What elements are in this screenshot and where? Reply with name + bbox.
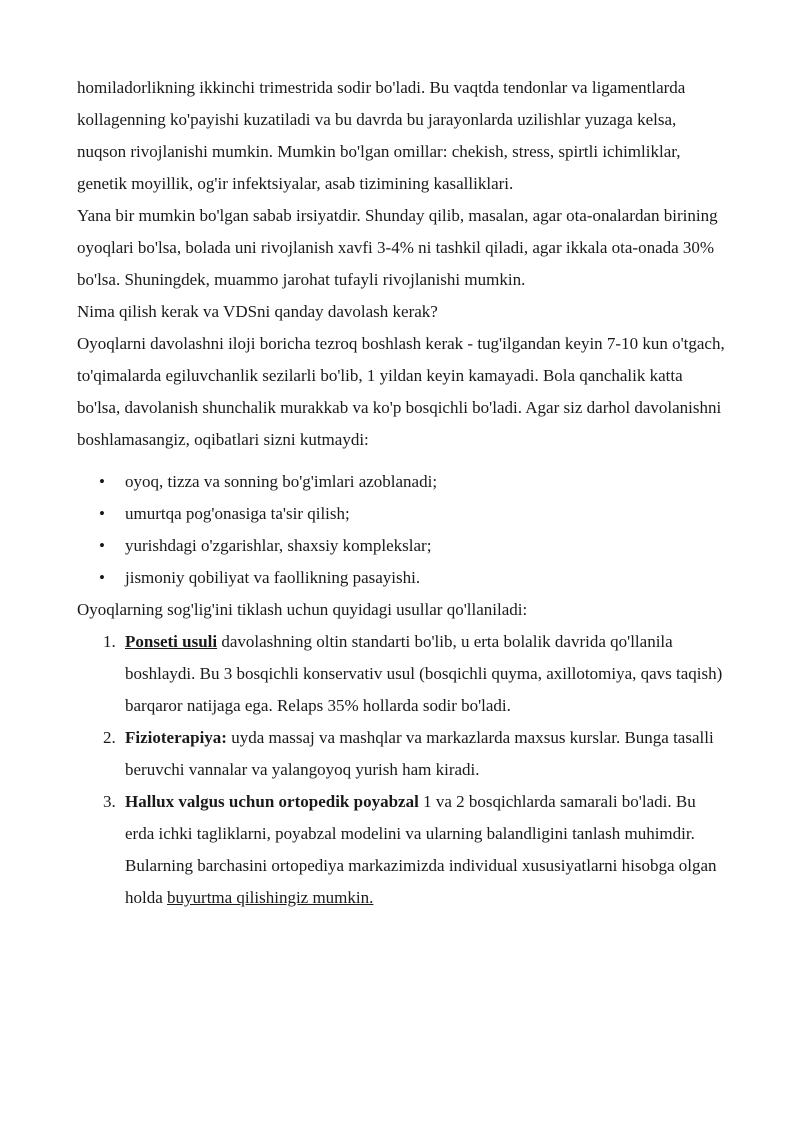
methods-list <box>77 626 727 914</box>
bullet-icon: • <box>99 504 105 523</box>
paragraph-methods-intro: Oyoqlarning sog'lig'ini tiklash uchun quyidagi usullar qo'llaniladi: <box>77 600 528 619</box>
method-description: davolashning oltin standarti bo'lib, u erta bolalik davrida qo'llanila boshlaydi. Bu 3 bosqichli konservativ usul (bosqichli quyma, axillotomiya, qavs taqish) barqaror natijaga ega. Relaps 35% hollarda sodir bo'ladi. <box>125 632 723 715</box>
bullet-icon: • <box>99 568 105 587</box>
method-title: Fizioterapiya: <box>125 728 227 747</box>
paragraph-trimester: homiladorlikning ikkinchi trimestrida sodir bo'ladi. Bu vaqtda tendonlar va ligamentlarda kollagenning ko'payishi kuzatiladi va bu davrda bu jarayonlarda uzilishlar yuzaga kelsa, nuqson rivojlanishi mumkin. Mumkin bo'lgan omillar: chekish, stress, spirtli ichimliklar, genetik moyillik, og'ir infektsiyalar, asab tizimining kasalliklari. <box>77 78 686 193</box>
method-description: uyda massaj va mashqlar va markazlarda maxsus kurslar. Bunga tasalli beruvchi vannalar va yalangoyoq yurish ham kiradi. <box>125 728 714 779</box>
section-heading: Nima qilish kerak va VDSni qanday davolash kerak? <box>77 302 438 321</box>
order-link[interactable]: buyurtma qilishingiz mumkin. <box>167 888 374 907</box>
method-description: 1 va 2 bosqichlarda samarali bo'ladi. Bu erda ichki tagliklarni, poyabzal modelini va ularning balandligini tanlash muhimdir. Bularning barchasini ortopediya markazimizda individual xususiyatlarni hisobga olgan holda <box>125 792 717 907</box>
paragraph-treatment: Oyoqlarni davolashni iloji boricha tezroq boshlash kerak - tug'ilgandan keyin 7-10 kun o'tgach, to'qimalarda egiluvchanlik sezilarli bo'lib, 1 yildan keyin kamayadi. Bola qanchalik katta bo'lsa, davolanish shunchalik murakkab va ko'p bosqichli bo'ladi. Agar siz darhol davolanishni boshlamasangiz, oqibatlari sizni kutmaydi: <box>77 334 725 449</box>
method-item-physiotherapy <box>103 722 727 786</box>
document-body <box>77 72 727 914</box>
paragraph-heredity: Yana bir mumkin bo'lgan sabab irsiyatdir. Shunday qilib, masalan, agar ota-onalardan birining oyoqlari bo'lsa, bolada uni rivojlanish xavfi 3-4% ni tashkil qiladi, agar ikkala ota-onada 30% bo'lsa. Shuningdek, muammo jarohat tufayli rivojlanishi mumkin. <box>77 206 718 289</box>
ponseti-link[interactable]: Ponseti usuli <box>125 632 218 651</box>
consequences-list <box>77 466 727 594</box>
list-item: • oyoq, tizza va sonning bo'g'imlari azoblanadi; <box>99 466 727 498</box>
item-number: 3. <box>103 792 116 811</box>
item-number: 1. <box>103 632 116 651</box>
bullet-icon: • <box>99 472 105 491</box>
method-title: Hallux valgus uchun ortopedik poyabzal <box>125 792 419 811</box>
method-item-footwear <box>103 786 727 914</box>
list-item: • umurtqa pog'onasiga ta'sir qilish; <box>99 498 727 530</box>
list-item: • jismoniy qobiliyat va faollikning pasayishi. <box>99 562 727 594</box>
list-item: • yurishdagi o'zgarishlar, shaxsiy komplekslar; <box>99 530 727 562</box>
item-number: 2. <box>103 728 116 747</box>
bullet-icon: • <box>99 536 105 555</box>
method-item-ponseti <box>103 626 727 722</box>
